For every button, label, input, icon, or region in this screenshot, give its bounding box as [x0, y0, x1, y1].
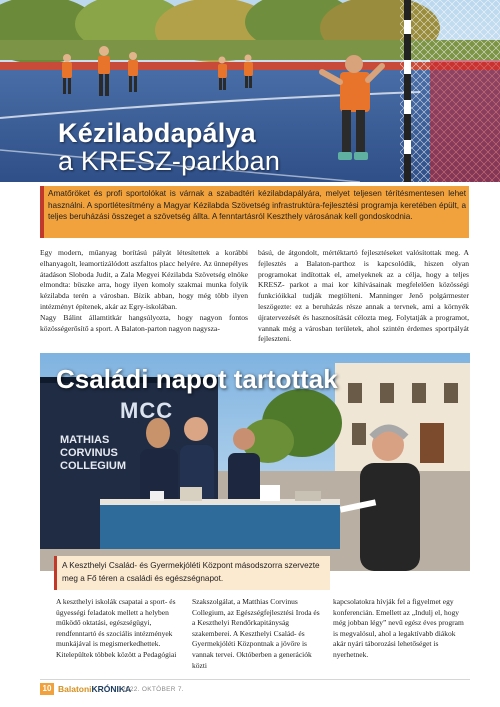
photo-caption-box: [54, 556, 330, 590]
paragraph: Nagy Bálint államtitkár hangsúlyozta, hogy nagyon fontos közösségerősítő a sport. A Balaton-parton nagyon nagysza-: [40, 312, 248, 333]
lead-accent-bar: [40, 186, 44, 238]
page-number: 10: [40, 683, 54, 695]
article-column-1: [40, 248, 248, 334]
mcc-banner: [58, 396, 218, 546]
publication-name-part2: KRÓNIKA: [91, 684, 132, 694]
banner-line: CORVINUS: [60, 447, 118, 459]
article2-column-3: kapcsolatokra hívják fel a figyelmet egy konferencián. Emellett az „Indulj el, hogy még jobban légy” nevű egész éves program is megvalósul, ahol a legaktívabb diákok akár nyári táborozási lehetőséget is nyerhetnek.: [333, 597, 464, 659]
caption-accent-bar: [54, 556, 57, 590]
paragraph: Egy modern, műanyag borítású pályát létesítettek a korábbi elhanyagolt, leamortizálódott aszfaltos placc helyére. Az ünnepélyes átadáson Sloboda Judit, a Zala Megyei Kézilabda Szövetség elnöke elmondta: büszke arra, hogy ilyen komoly szakmai munka folyik kézilabda terén a városban. Bízik abban, hogy még több ilyen intézményt építenek, akár az Egry-iskolában.: [40, 248, 248, 311]
article-title-line2: a KRESZ-parkban: [58, 146, 281, 176]
banner-line: MATHIAS: [60, 434, 110, 446]
article2-column-2: Szakszolgálat, a Matthias Corvinus Collegium, az Egészségfejlesztési Iroda és a Keszthelyi Rendőrkapitányság szakemberei. A Keszthelyi Család- és Gyermekjóléti Központnak a jövőre is vannak tervei. Októberben a generációk közti: [192, 597, 320, 670]
publication-name: [58, 683, 131, 695]
lead-box: [40, 186, 469, 238]
paragraph: bású, de átgondolt, mértéktartó fejlesztéseket valósítottak meg. A fejlesztés a Balaton-parthoz is kapcsolódik, hiszen olyan programokat indítottak el, amelyeknek az a célja, hogy a teljes KRESZ- parkot a mai kor kihívásainak megfelelően közösségi funkcióikkal tudják megtölteni. Manninger Jenő polgármester leszögezte: ez a beruházás része annak a tervnek, ami a környék újratervezését és hasznosítását célozta meg. Folytatják a programot, vannak még a városban területek, ahol szintén érdemes sportpályát fejleszteni.: [258, 248, 469, 344]
article-column-2: [258, 248, 469, 345]
article-title: Családi napot tartottak: [56, 364, 338, 394]
issue-date: 2022. OKTÓBER 7.: [122, 686, 184, 693]
banner-line: COLLEGIUM: [60, 460, 126, 472]
article2-column-1: A keszthelyi iskolák csapatai a sport- és ügyességi feladatok mellett a helyben működő oktatási, egészségügyi, rendfenntartó és szociális intézmények munkájával is megismerkedhettek. Kitelepültek többek között a Pedagógiai: [56, 597, 177, 659]
mcc-logo-text: MCC: [120, 398, 174, 423]
article-title-line1: Kézilabdapálya: [58, 118, 256, 148]
publication-name-part1: Balatoni: [58, 684, 92, 694]
lead-paragraph: Amatőröket és profi sportolókat is várnak a szabadtéri kézilabdapályára, melyet teljesen térítésmentesen lehet használni. A sportlétesítmény a Magyar Kézilabda Szövetség infrastruktúra-fejlesztési programja keretében épült, a teljes beruházási összeget a szövetség állta. A fenntartásról Keszthely városának kell gondoskodnia.: [48, 189, 466, 221]
photo-caption: A Keszthelyi Család- és Gyermekjóléti Központ másodszorra szervezte meg a Fő téren a családi és egészségnapot.: [62, 561, 320, 583]
footer-divider: [40, 679, 470, 680]
